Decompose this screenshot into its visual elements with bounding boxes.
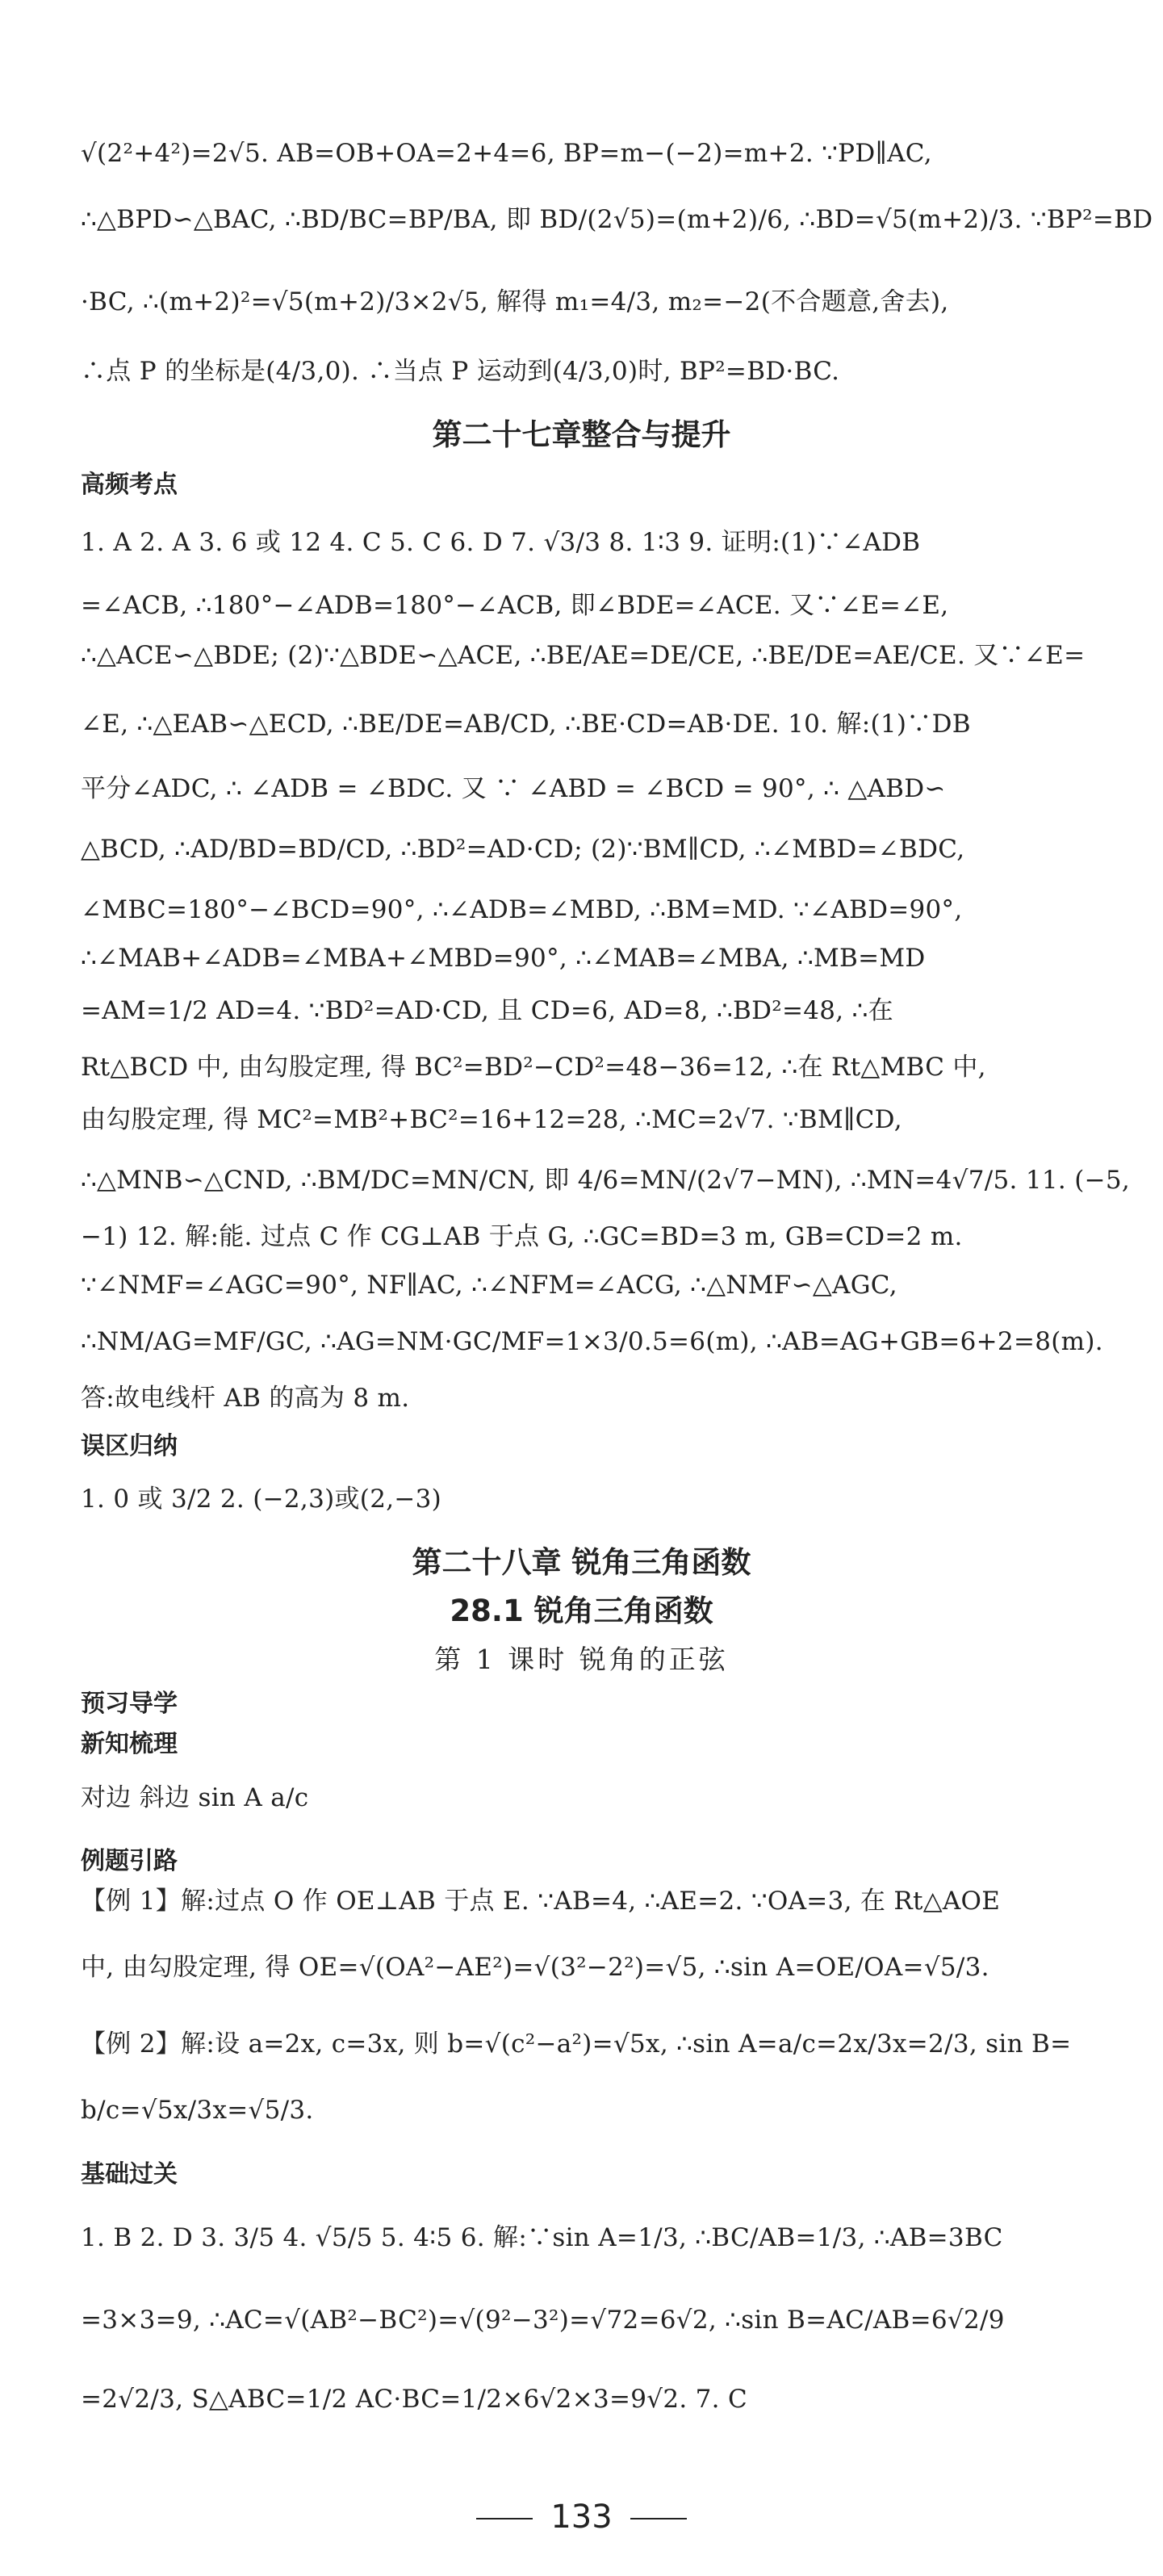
section-heading-jichu: 基础过关 bbox=[81, 2160, 178, 2189]
section-heading-gaopin: 高频考点 bbox=[81, 471, 178, 499]
text-line: 对边 斜边 sin A a/c bbox=[81, 1783, 309, 1812]
text-line: 中, 由勾股定理, 得 OE=√(OA²−AE²)=√(3²−2²)=√5, ∴sin A=OE/OA=√5/3. bbox=[81, 1953, 989, 1982]
page-number-text: 133 bbox=[550, 2499, 613, 2536]
chapter-28-title: 第二十八章 锐角三角函数 bbox=[412, 1545, 751, 1580]
text-line: =∠ACB, ∴180°−∠ADB=180°−∠ACB, 即∠BDE=∠ACE. 又∵∠E=∠E, bbox=[81, 591, 949, 620]
text-line: ∴NM/AG=MF/GC, ∴AG=NM·GC/MF=1×3/0.5=6(m), ∴AB=AG+GB=6+2=8(m). bbox=[81, 1327, 1103, 1356]
text-line: =2√2/3, S△ABC=1/2 AC·BC=1/2×6√2×3=9√2. 7. C bbox=[81, 2385, 748, 2414]
text-line: △BCD, ∴AD/BD=BD/CD, ∴BD²=AD·CD; (2)∵BM∥CD, ∴∠MBD=∠BDC, bbox=[81, 835, 965, 864]
text-line: 1. B 2. D 3. 3/5 4. √5/5 5. 4∶5 6. 解:∵sin A=1/3, ∴BC/AB=1/3, ∴AB=3BC bbox=[81, 2223, 1003, 2252]
text-line: ∠MBC=180°−∠BCD=90°, ∴∠ADB=∠MBD, ∴BM=MD. ∵∠ABD=90°, bbox=[81, 895, 963, 924]
page-number bbox=[0, 2499, 1163, 2536]
text-line: ∴△MNB∽△CND, ∴BM/DC=MN/CN, 即 4/6=MN/(2√7−MN), ∴MN=4√7/5. 11. (−5, bbox=[81, 1166, 1131, 1195]
text-line: 答:故电线杆 AB 的高为 8 m. bbox=[81, 1384, 410, 1413]
text-line: 【例 2】解:设 a=2x, c=3x, 则 b=√(c²−a²)=√5x, ∴sin A=a/c=2x/3x=2/3, sin B= bbox=[81, 2029, 1072, 2059]
text-line: ∴△BPD∽△BAC, ∴BD/BC=BP/BA, 即 BD/(2√5)=(m+2)/6, ∴BD=√5(m+2)/3. ∵BP²=BD bbox=[81, 205, 1153, 234]
section-heading-wuqu: 误区归纳 bbox=[81, 1432, 178, 1460]
text-line: 1. 0 或 3/2 2. (−2,3)或(2,−3) bbox=[81, 1485, 442, 1514]
chapter-27-title: 第二十七章整合与提升 bbox=[432, 417, 731, 452]
text-line: √(2²+4²)=2√5. AB=OB+OA=2+4=6, BP=m−(−2)=m+2. ∵PD∥AC, bbox=[81, 139, 932, 168]
section-28-1-title: 28.1 锐角三角函数 bbox=[450, 1594, 713, 1628]
text-line: 由勾股定理, 得 MC²=MB²+BC²=16+12=28, ∴MC=2√7. ∵BM∥CD, bbox=[81, 1105, 902, 1134]
text-line: 1. A 2. A 3. 6 或 12 4. C 5. C 6. D 7. √3/3 8. 1∶3 9. 证明:(1)∵∠ADB bbox=[81, 528, 921, 557]
section-heading-yuxi: 预习导学 bbox=[81, 1690, 178, 1718]
text-line: ∵∠NMF=∠AGC=90°, NF∥AC, ∴∠NFM=∠ACG, ∴△NMF∽△AGC, bbox=[81, 1271, 897, 1300]
page-number-right-dash bbox=[630, 2518, 687, 2519]
section-heading-xinzhi: 新知梳理 bbox=[81, 1730, 178, 1758]
text-line: ∠E, ∴△EAB∽△ECD, ∴BE/DE=AB/CD, ∴BE·CD=AB·DE. 10. 解:(1)∵DB bbox=[81, 710, 971, 739]
text-line: ∴点 P 的坐标是(4/3,0). ∴当点 P 运动到(4/3,0)时, BP²=BD·BC. bbox=[81, 357, 840, 386]
text-line: ·BC, ∴(m+2)²=√5(m+2)/3×2√5, 解得 m₁=4/3, m₂=−2(不合题意,舍去), bbox=[81, 287, 949, 316]
text-line: Rt△BCD 中, 由勾股定理, 得 BC²=BD²−CD²=48−36=12, ∴在 Rt△MBC 中, bbox=[81, 1053, 986, 1082]
text-line: 【例 1】解:过点 O 作 OE⊥AB 于点 E. ∵AB=4, ∴AE=2. ∵OA=3, 在 Rt△AOE bbox=[81, 1887, 1001, 1916]
text-line: b/c=√5x/3x=√5/3. bbox=[81, 2096, 314, 2125]
text-line: −1) 12. 解:能. 过点 C 作 CG⊥AB 于点 G, ∴GC=BD=3 m, GB=CD=2 m. bbox=[81, 1222, 963, 1251]
text-line: ∴∠MAB+∠ADB=∠MBA+∠MBD=90°, ∴∠MAB=∠MBA, ∴MB=MD bbox=[81, 944, 926, 973]
text-line: =3×3=9, ∴AC=√(AB²−BC²)=√(9²−3²)=√72=6√2, ∴sin B=AC/AB=6√2/9 bbox=[81, 2306, 1005, 2335]
page-number-left-dash bbox=[476, 2518, 533, 2519]
text-line: =AM=1/2 AD=4. ∵BD²=AD·CD, 且 CD=6, AD=8, ∴BD²=48, ∴在 bbox=[81, 996, 893, 1025]
lesson-title: 第 1 课时 锐角的正弦 bbox=[434, 1644, 729, 1675]
text-line: 平分∠ADC, ∴ ∠ADB = ∠BDC. 又 ∵ ∠ABD = ∠BCD = 90°, ∴ △ABD∽ bbox=[81, 774, 946, 803]
section-heading-liti: 例题引路 bbox=[81, 1847, 178, 1875]
text-line: ∴△ACE∽△BDE; (2)∵△BDE∽△ACE, ∴BE/AE=DE/CE, ∴BE/DE=AE/CE. 又∵∠E= bbox=[81, 641, 1086, 670]
